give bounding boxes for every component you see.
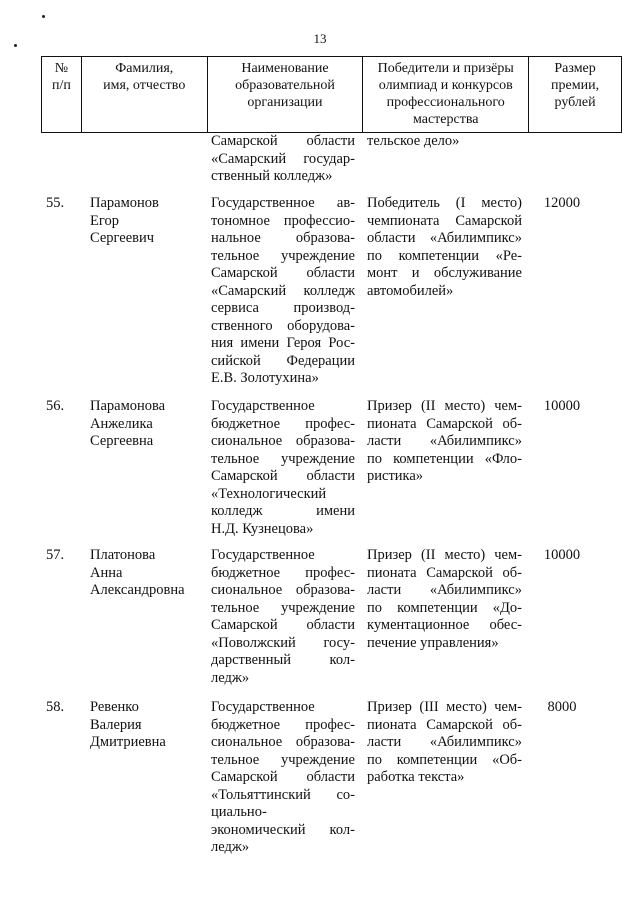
row-number: 58. (46, 699, 65, 715)
table-header (41, 56, 622, 133)
header-num: № п/п (42, 57, 82, 133)
header-prize: Размер премии, рублей (529, 57, 622, 133)
full-name: Платонова Анна Александровна (90, 547, 185, 598)
page-number: 13 (313, 31, 327, 46)
continuation-award: тельское дело» (367, 133, 460, 149)
award-description: Призер (III место) чем- пионата Самарской об- ласти «Абилимпикс» по компетенции «Об- работка текста» (367, 699, 522, 785)
organization: Государственное бюджетное профес- сиональное образова- тельное учреждение Самарской области «Поволжский госу- дарственный кол- ледж» (211, 547, 355, 686)
header-org: Наименование образовательной организации (207, 57, 363, 133)
full-name: Парамонов Егор Сергеевич (90, 195, 159, 246)
organization: Государственное ав- тономное профессио- нальное образова- тельное учреждение Самарской области «Самарский колледж сервиса производ- ственного оборудова- ния имени Героя Рос- сийской Федерации Е.В. Золотухина» (211, 195, 355, 386)
award-description: Призер (II место) чем- пионата Самарской об- ласти «Абилимпикс» по компетенции «До- кументационное обес- печение управления» (367, 547, 522, 651)
award-description: Победитель (I место) чемпионата Самарской области «Абилимпикс» по компетенции «Ре- монт и обслуживание автомобилей» (367, 195, 522, 299)
prize-amount: 8000 (547, 699, 577, 715)
prize-amount: 10000 (543, 547, 581, 563)
full-name: Парамонова Анжелика Сергеевна (90, 398, 166, 449)
row-number: 57. (46, 547, 65, 563)
organization: Государственное бюджетное профес- сиональное образова- тельное учреждение Самарской области «Тольяттинский со- циально- экономический кол- ледж» (211, 699, 355, 855)
organization: Государственное бюджетное профес- сиональное образова- тельное учреждение Самарской области «Технологический колледж имени Н.Д. Кузнецова» (211, 398, 355, 537)
row-number: 56. (46, 398, 65, 414)
row-number: 55. (46, 195, 65, 211)
continuation-org: Самарской области «Самарский государ- ственный колледж» (211, 133, 355, 184)
scan-speck (42, 15, 45, 18)
full-name: Ревенко Валерия Дмитриевна (90, 699, 166, 750)
header-fio: Фамилия, имя, отчество (81, 57, 207, 133)
prize-amount: 10000 (543, 398, 581, 414)
award-description: Призер (II место) чем- пионата Самарской об- ласти «Абилимпикс» по компетенции «Фло- ристика» (367, 398, 522, 484)
header-award: Победители и призёры олимпиад и конкурсов профессионального мастерства (363, 57, 529, 133)
prize-amount: 12000 (543, 195, 581, 211)
